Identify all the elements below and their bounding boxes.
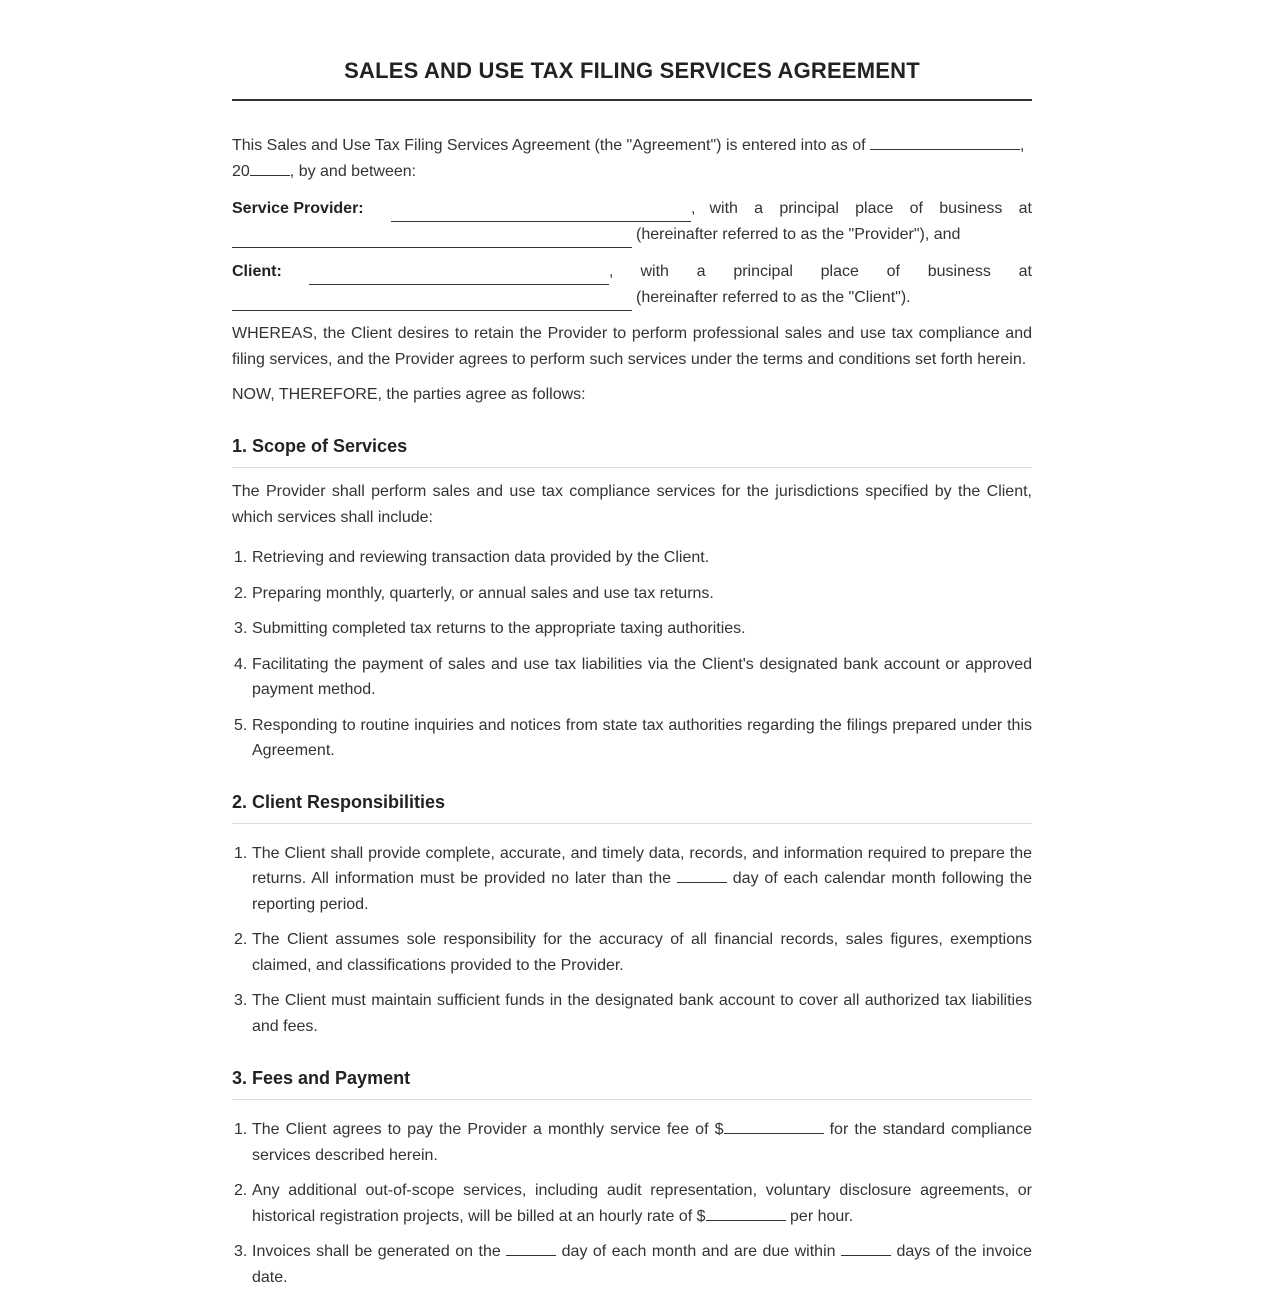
client-block	[232, 259, 1032, 311]
date-blank[interactable]	[870, 133, 1020, 150]
list-item: 3. Submitting completed tax returns to the appropriate taxing authorities.	[234, 620, 746, 637]
section-2-list	[232, 841, 1032, 1040]
section-2-heading: 2. Client Responsibilities	[232, 792, 1032, 824]
section-3-heading: 3. Fees and Payment	[232, 1068, 1032, 1100]
provider-comma: ,	[691, 200, 696, 217]
intro-by-between: , by and between:	[289, 163, 417, 180]
list-item: 1. Retrieving and reviewing transaction data provided by the Client.	[234, 549, 710, 566]
provider-suffix: (hereinafter referred to as the "Provider"), and	[636, 226, 961, 243]
year-prefix: 20	[232, 163, 250, 180]
client-address-blank[interactable]	[232, 294, 632, 311]
provider-address-words: with a principal place of business at	[709, 200, 1032, 217]
agreement-document	[232, 0, 1032, 1290]
whereas-paragraph: WHEREAS, the Client desires to retain the Provider to perform professional sales and use tax compliance and filing services, and the Provider agrees to perform such services under the terms and conditions set forth herein.	[232, 325, 1032, 368]
document-title: SALES AND USE TAX FILING SERVICES AGREEMENT	[232, 58, 1032, 101]
provider-line-2	[232, 222, 1032, 248]
client-suffix: (hereinafter referred to as the "Client").	[636, 289, 911, 306]
client-name-blank[interactable]	[309, 268, 609, 285]
list-item: 1. The Client agrees to pay the Provider a monthly service fee of $ for the standard compliance services described herein.	[232, 1117, 1032, 1168]
list-item: 2. Preparing monthly, quarterly, or annual sales and use tax returns.	[234, 584, 714, 602]
deadline-day-blank[interactable]	[677, 866, 727, 883]
client-line-1	[232, 259, 1032, 285]
list-item: 4. Facilitating the payment of sales and use tax liabilities via the Client's designated bank account or approved payment method.	[234, 655, 1032, 698]
client-line-2	[232, 285, 1032, 311]
provider-label: Service Provider:	[232, 200, 364, 217]
list-item: 3. Invoices shall be generated on the day of each month and are due within days of the invoice date.	[232, 1239, 1032, 1290]
provider-name-blank[interactable]	[391, 205, 691, 222]
now-therefore-paragraph: NOW, THEREFORE, the parties agree as follows:	[232, 386, 586, 403]
section-1-heading: 1. Scope of Services	[232, 436, 1032, 468]
hourly-rate-blank[interactable]	[706, 1204, 786, 1221]
list-item: 3. The Client must maintain sufficient funds in the designated bank account to cover all authorized tax liabilities and fees.	[234, 992, 1032, 1035]
provider-block	[232, 196, 1032, 248]
intro-paragraph	[232, 133, 1032, 185]
list-item: 5. Responding to routine inquiries and notices from state tax authorities regarding the filings prepared under this Agreement.	[234, 716, 1032, 759]
section-1-list	[232, 545, 1032, 764]
intro-text: This Sales and Use Tax Filing Services Agreement (the "Agreement") is entered into as of	[232, 137, 866, 154]
client-comma: ,	[609, 263, 614, 280]
list-item: 2. The Client assumes sole responsibility for the accuracy of all financial records, sales figures, exemptions claimed, and classifications provided to the Provider.	[234, 931, 1032, 974]
provider-line-1	[232, 196, 1032, 222]
client-address-words: with a principal place of business at	[640, 263, 1032, 280]
due-days-blank[interactable]	[841, 1239, 891, 1256]
list-item: 2. Any additional out-of-scope services, including audit representation, voluntary disclosure agreements, or historical registration projects, will be billed at an hourly rate of $ per hour.	[234, 1182, 1032, 1225]
monthly-fee-blank[interactable]	[724, 1117, 824, 1134]
section-3-list	[232, 1117, 1032, 1290]
year-blank[interactable]	[250, 159, 290, 176]
invoice-day-blank[interactable]	[506, 1239, 556, 1256]
list-item: 1. The Client shall provide complete, accurate, and timely data, records, and information required to prepare the returns. All information must be provided no later than the day of each calendar month following the reporting period.	[234, 844, 1033, 913]
section-1-intro: The Provider shall perform sales and use tax compliance services for the jurisdictions specified by the Client, which services shall include:	[232, 483, 1032, 526]
intro-comma: ,	[1020, 137, 1025, 154]
provider-address-blank[interactable]	[232, 231, 632, 248]
client-label: Client:	[232, 263, 282, 280]
